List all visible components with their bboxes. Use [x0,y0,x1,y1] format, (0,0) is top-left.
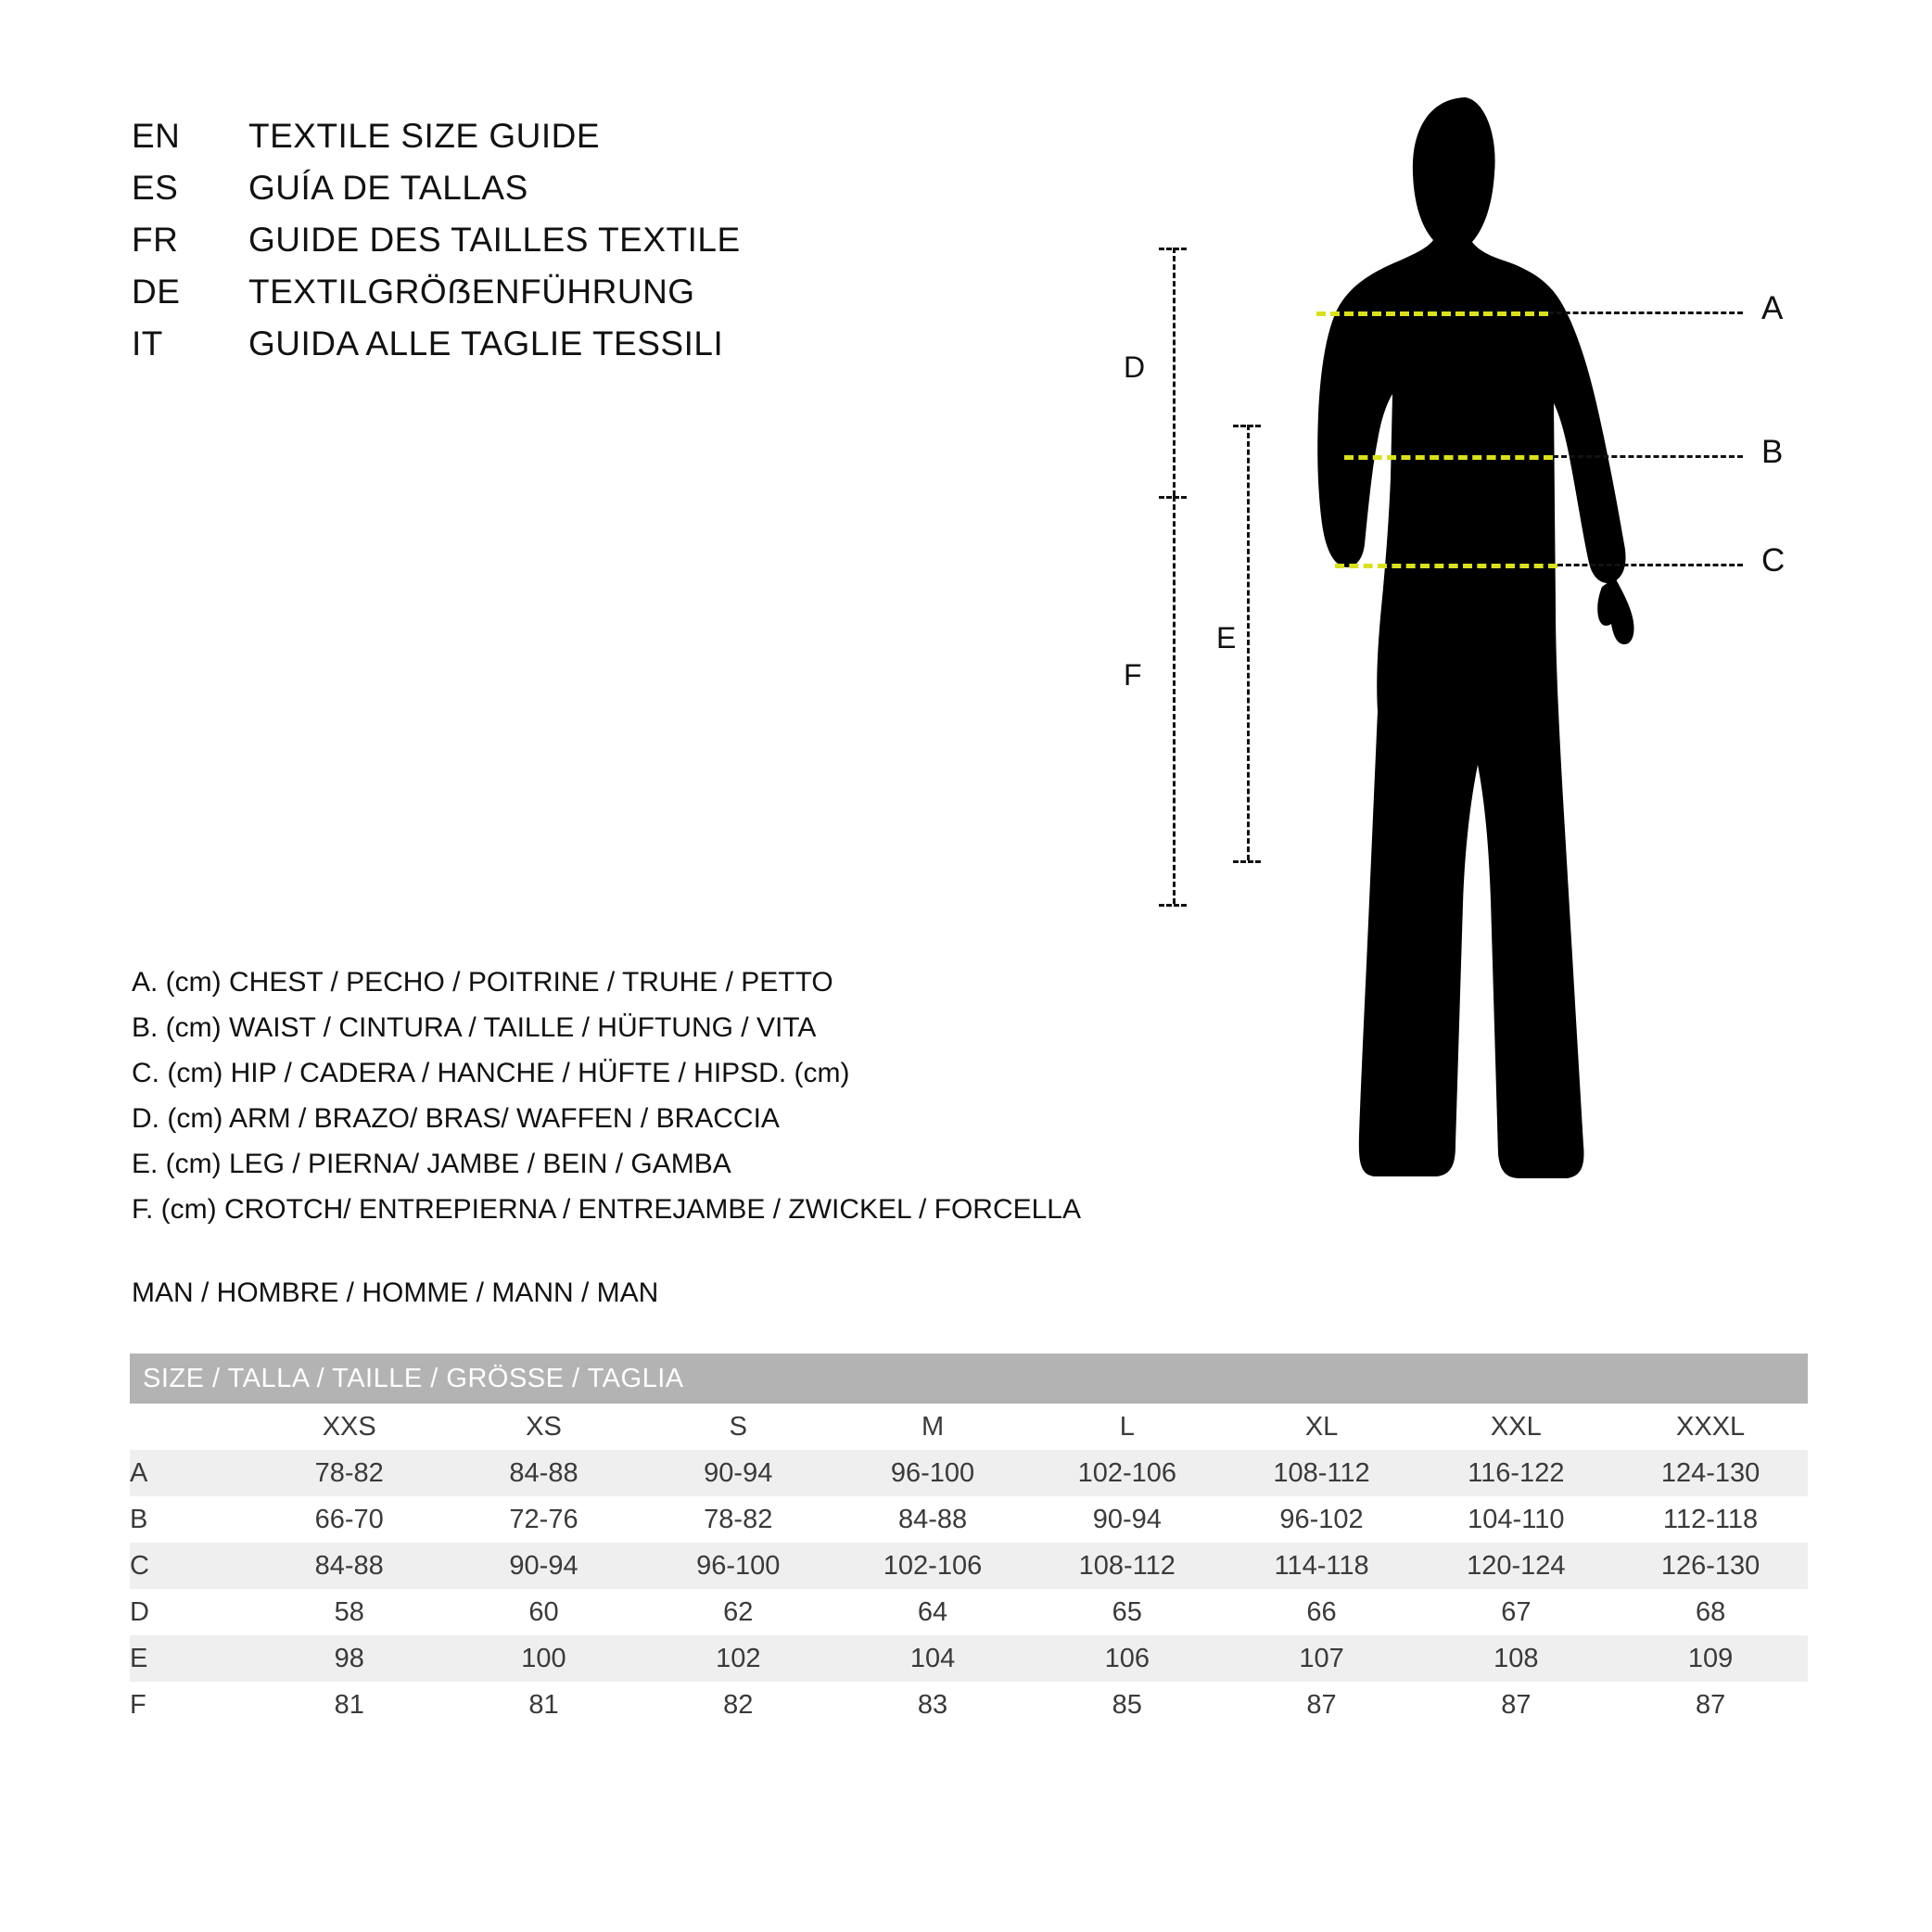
cell: 85 [1030,1682,1225,1728]
arm-dimension-line [1173,248,1176,496]
measurement-diagram [1020,88,1854,1284]
chest-measure-line [1316,311,1548,316]
leg-dimension-cap-top [1233,425,1261,427]
cell: 124-130 [1613,1450,1808,1496]
table-row [130,1543,1808,1589]
cell: 90-94 [447,1543,642,1589]
row-label-c: C [130,1543,252,1589]
cell: 104-110 [1418,1496,1613,1543]
title-block [132,117,741,376]
cell: 78-82 [252,1450,447,1496]
hip-measure-line [1335,564,1557,568]
waist-measure-line [1344,455,1553,460]
cell: 84-88 [447,1450,642,1496]
table-row [130,1589,1808,1635]
table-row [130,1682,1808,1728]
cell: 66 [1225,1589,1419,1635]
column-header-xxl: XXL [1418,1404,1613,1450]
table-header-row [130,1404,1808,1450]
cell: 65 [1030,1589,1225,1635]
title-lang-fr: FR [132,221,179,259]
cell: 66-70 [252,1496,447,1543]
row-label-b: B [130,1496,252,1543]
cell: 90-94 [1030,1496,1225,1543]
column-header-xxxl: XXXL [1613,1404,1808,1450]
cell: 96-102 [1225,1496,1419,1543]
cell: 67 [1418,1589,1613,1635]
crotch-dimension-line [1173,496,1176,904]
title-lang-es: ES [132,169,179,207]
cell: 84-88 [835,1496,1030,1543]
title-row [132,117,741,169]
cell: 116-122 [1418,1450,1613,1496]
cell: 64 [835,1589,1030,1635]
legend-item-c: C. (cm) HIP / CADERA / HANCHE / HÜFTE / HIPSD. (cm) [132,1058,850,1088]
table-row [130,1496,1808,1543]
cell: 102 [641,1635,835,1682]
cell: 100 [447,1635,642,1682]
cell: 98 [252,1635,447,1682]
table-row [130,1450,1808,1496]
title-text-fr: GUIDE DES TAILLES TEXTILE [248,221,741,259]
letter-c: C [1761,542,1786,578]
legend-item-f: F. (cm) CROTCH/ ENTREPIERNA / ENTREJAMBE / ZWICKEL / FORCELLA [132,1194,1081,1225]
crotch-dimension-cap-bottom [1159,904,1187,907]
column-header-l: L [1030,1404,1225,1450]
column-header-xl: XL [1225,1404,1419,1450]
letter-d: D [1124,350,1146,384]
hip-leader-line [1557,564,1743,566]
cell: 82 [641,1682,835,1728]
title-text-de: TEXTILGRÖẞENFÜHRUNG [248,273,695,311]
size-table [130,1354,1808,1728]
waist-leader-line [1553,455,1743,458]
cell: 96-100 [641,1543,835,1589]
arm-dimension-cap-top [1159,248,1187,250]
row-label-a: A [130,1450,252,1496]
cell: 84-88 [252,1543,447,1589]
cell: 87 [1418,1682,1613,1728]
title-row [132,273,741,324]
letter-f: F [1124,658,1142,692]
cell: 120-124 [1418,1543,1613,1589]
cell: 62 [641,1589,835,1635]
table-corner-cell [130,1404,252,1450]
row-label-d: D [130,1589,252,1635]
title-lang-de: DE [132,273,181,311]
table-band-row [130,1354,1808,1404]
legend-block [132,960,1081,1232]
male-silhouette-icon [1289,88,1687,1201]
column-header-s: S [641,1404,835,1450]
letter-a: A [1761,290,1784,326]
cell: 90-94 [641,1450,835,1496]
cell: 60 [447,1589,642,1635]
cell: 78-82 [641,1496,835,1543]
cell: 68 [1613,1589,1808,1635]
letter-b: B [1761,434,1784,470]
leg-dimension-line [1247,425,1250,860]
legend-item-a: A. (cm) CHEST / PECHO / POITRINE / TRUHE / PETTO [132,967,833,998]
cell: 102-106 [1030,1450,1225,1496]
cell: 81 [252,1682,447,1728]
table-row [130,1635,1808,1682]
title-row [132,324,741,376]
title-text-en: TEXTILE SIZE GUIDE [248,117,601,155]
table-band-label: SIZE / TALLA / TAILLE / GRÖSSE / TAGLIA [130,1354,1808,1404]
cell: 72-76 [447,1496,642,1543]
column-header-xxs: XXS [252,1404,447,1450]
title-row [132,221,741,273]
title-text-es: GUÍA DE TALLAS [248,169,528,207]
cell: 108-112 [1030,1543,1225,1589]
legend-item-d: D. (cm) ARM / BRAZO/ BRAS/ WAFFEN / BRACCIA [132,1103,780,1134]
cell: 108-112 [1225,1450,1419,1496]
cell: 107 [1225,1635,1419,1682]
column-header-m: M [835,1404,1030,1450]
legend-item-e: E. (cm) LEG / PIERNA/ JAMBE / BEIN / GAMBA [132,1149,731,1179]
gender-label: MAN / HOMBRE / HOMME / MANN / MAN [132,1277,659,1308]
row-label-f: F [130,1682,252,1728]
title-row [132,169,741,221]
cell: 126-130 [1613,1543,1808,1589]
cell: 109 [1613,1635,1808,1682]
cell: 108 [1418,1635,1613,1682]
column-header-xs: XS [447,1404,642,1450]
cell: 81 [447,1682,642,1728]
chest-leader-line [1548,311,1743,314]
cell: 112-118 [1613,1496,1808,1543]
cell: 83 [835,1682,1030,1728]
cell: 102-106 [835,1543,1030,1589]
leg-dimension-cap-bottom [1233,860,1261,863]
cell: 58 [252,1589,447,1635]
title-lang-en: EN [132,117,181,155]
title-lang-it: IT [132,324,163,362]
legend-item-b: B. (cm) WAIST / CINTURA / TAILLE / HÜFTUNG / VITA [132,1012,817,1043]
title-text-it: GUIDA ALLE TAGLIE TESSILI [248,324,724,362]
cell: 87 [1613,1682,1808,1728]
cell: 104 [835,1635,1030,1682]
cell: 87 [1225,1682,1419,1728]
cell: 96-100 [835,1450,1030,1496]
letter-e: E [1216,621,1237,655]
cell: 114-118 [1225,1543,1419,1589]
cell: 106 [1030,1635,1225,1682]
row-label-e: E [130,1635,252,1682]
